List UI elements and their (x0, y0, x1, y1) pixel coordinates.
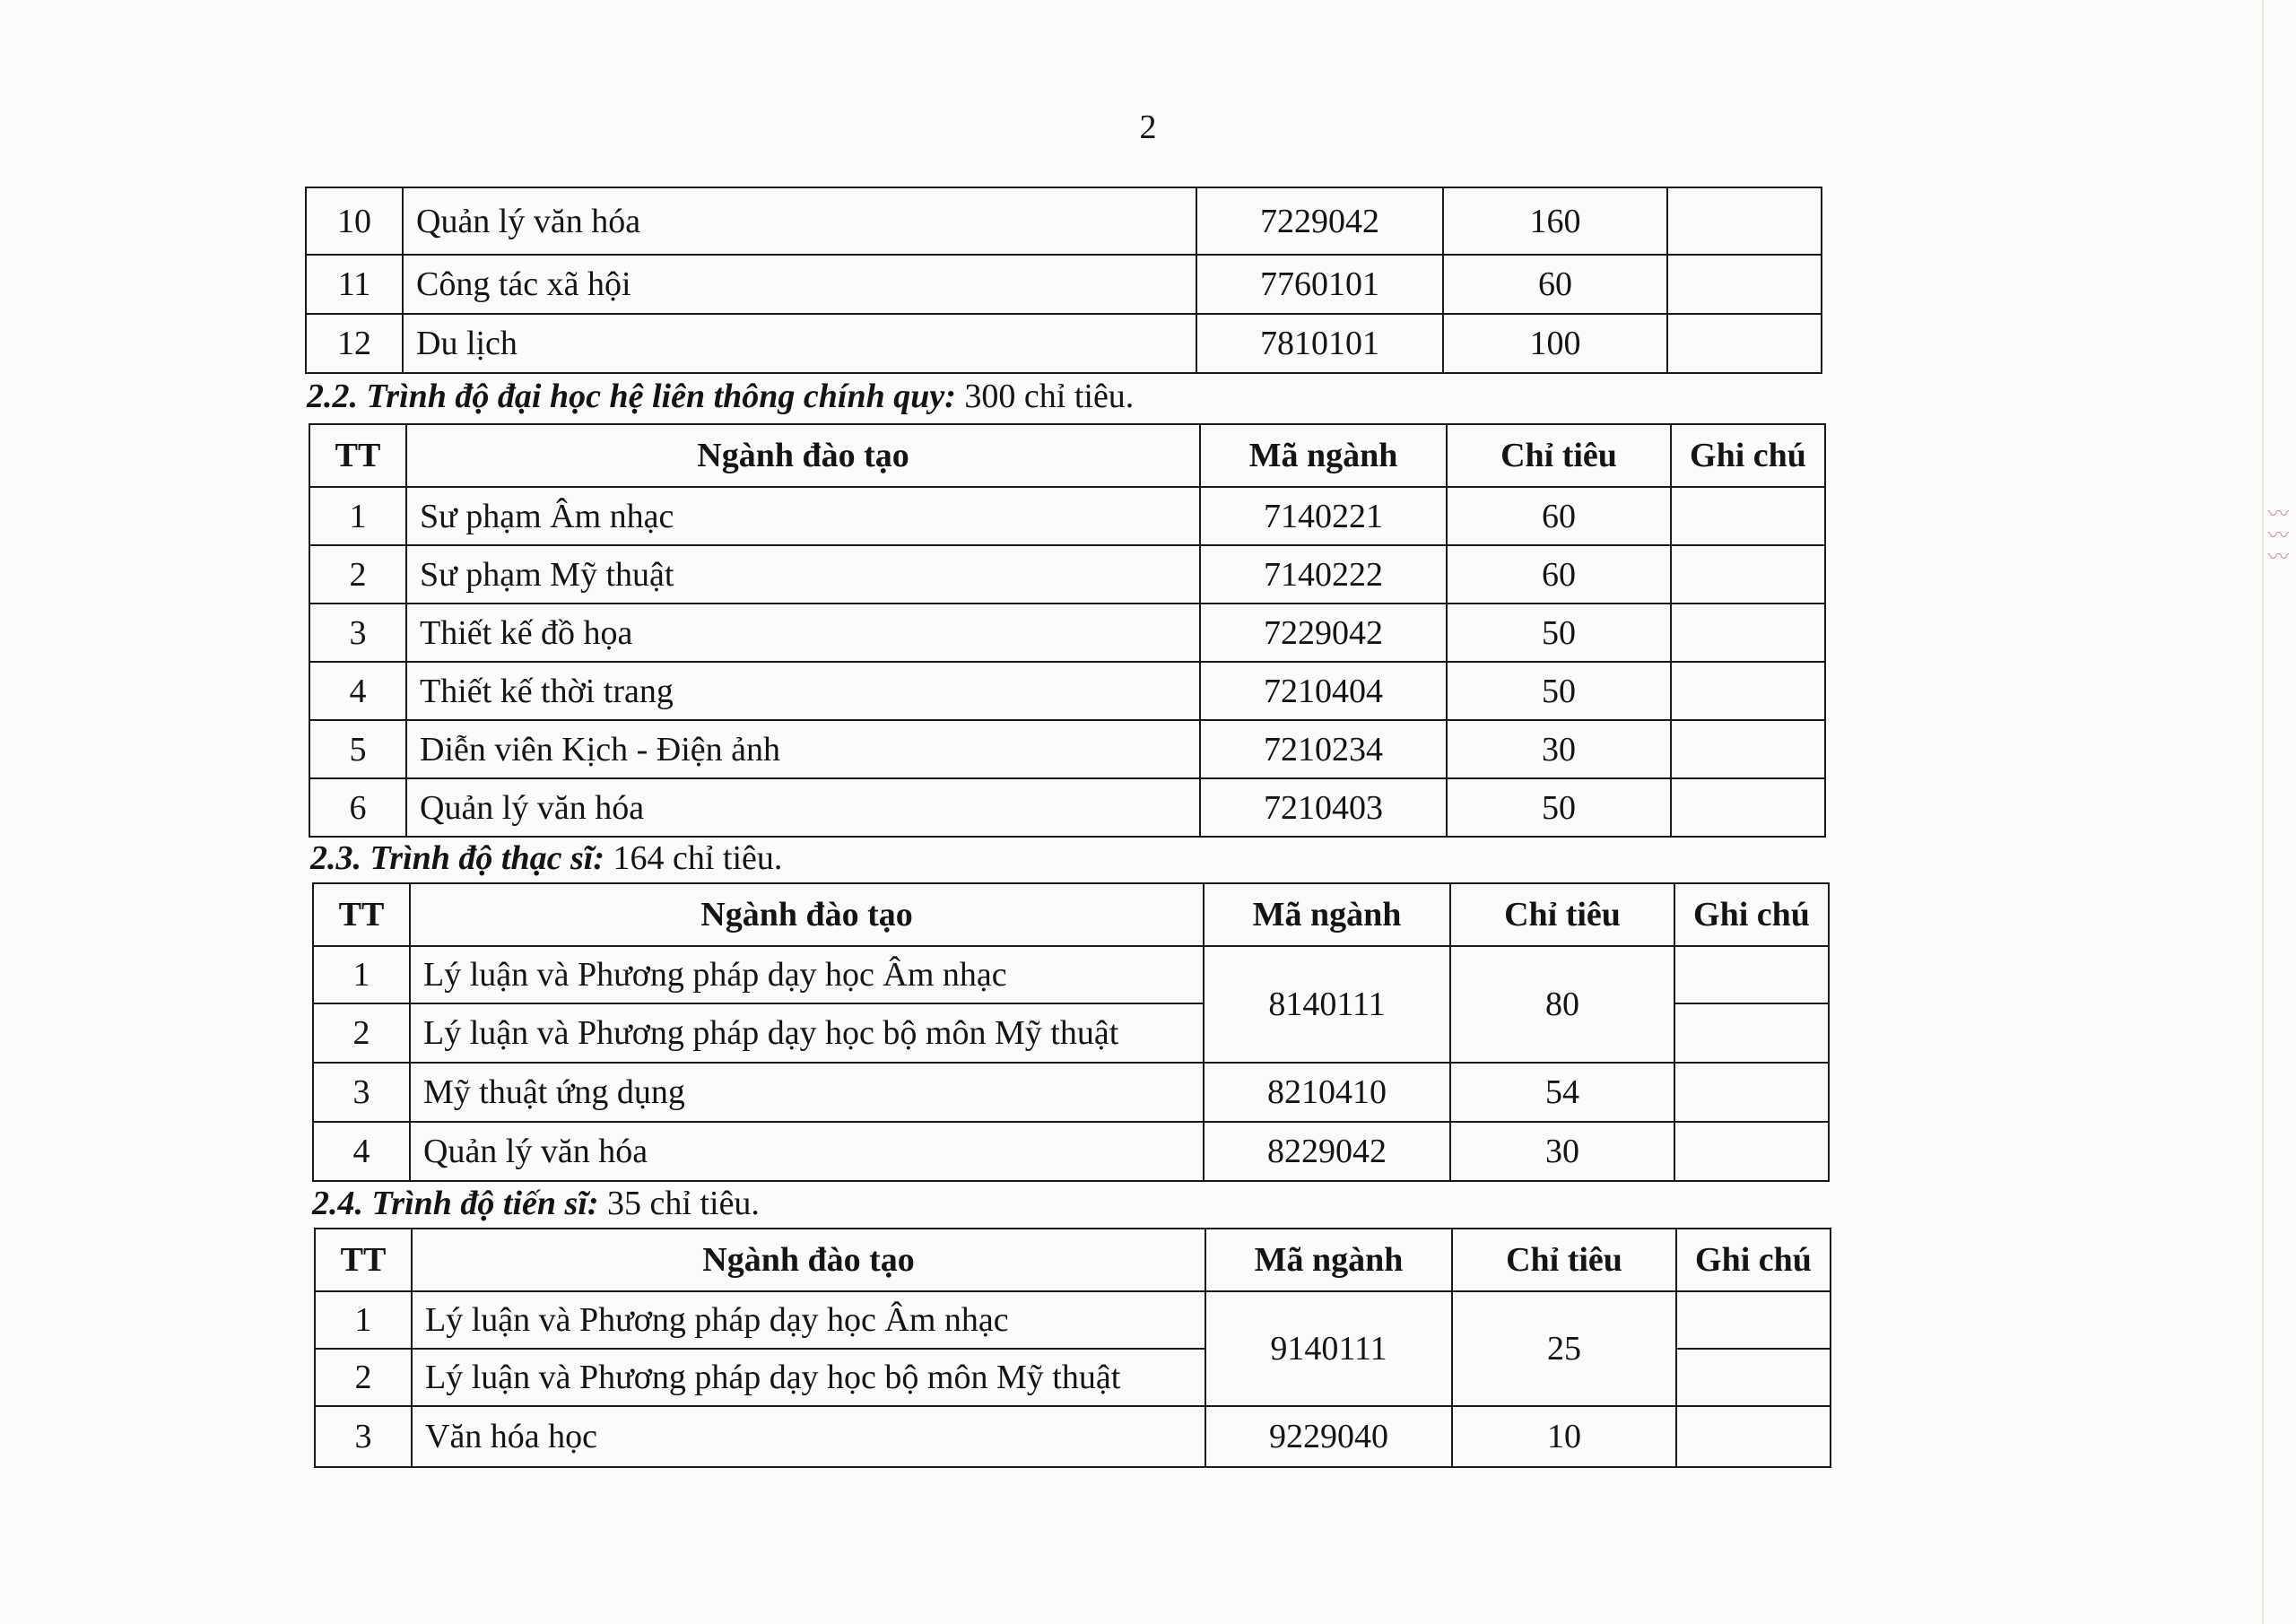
header-tt: TT (313, 883, 410, 946)
row-note (1671, 604, 1825, 662)
row-tt: 4 (313, 1122, 410, 1181)
header-program-code: Mã ngành (1205, 1229, 1452, 1291)
header-program-name: Ngành đào tạo (410, 883, 1204, 946)
section-2-3-caption (310, 838, 782, 878)
row-note (1667, 187, 1822, 255)
row-quota: 60 (1443, 255, 1667, 314)
section-2-3-heading: 2.3. Trình độ thạc sĩ: (310, 839, 604, 877)
row-program-name: Công tác xã hội (403, 255, 1196, 314)
table-header-row (309, 424, 1825, 487)
row-tt: 12 (306, 314, 403, 373)
row-note (1667, 255, 1822, 314)
row-program-code: 9229040 (1205, 1406, 1452, 1467)
row-note (1671, 778, 1825, 837)
merged-quota: 80 (1450, 946, 1674, 1063)
row-program-code: 7229042 (1196, 187, 1443, 255)
header-program-name: Ngành đào tạo (406, 424, 1200, 487)
table-header-row (313, 883, 1829, 946)
table-row (309, 778, 1825, 837)
table-row (306, 187, 1822, 255)
table-row (309, 604, 1825, 662)
row-program-name: Lý luận và Phương pháp dạy học Âm nhạc (412, 1291, 1205, 1349)
row-tt: 2 (315, 1349, 412, 1406)
row-note (1671, 662, 1825, 720)
row-quota: 60 (1447, 487, 1671, 545)
row-quota: 54 (1450, 1063, 1674, 1122)
row-note (1674, 1122, 1829, 1181)
row-program-name: Thiết kế đồ họa (406, 604, 1200, 662)
row-note (1674, 946, 1829, 1003)
row-note (1676, 1349, 1831, 1406)
table-row (315, 1406, 1831, 1467)
table-2-2 (309, 423, 1826, 838)
section-2-4-heading: 2.4. Trình độ tiến sĩ: (312, 1185, 599, 1222)
row-note (1667, 314, 1822, 373)
table-2-4 (314, 1228, 1831, 1468)
header-note: Ghi chú (1671, 424, 1825, 487)
table-row (313, 1122, 1829, 1181)
stamp-mark: 〰〰〰 (2264, 502, 2287, 567)
header-program-code: Mã ngành (1204, 883, 1450, 946)
row-program-code: 7140221 (1200, 487, 1447, 545)
header-note: Ghi chú (1676, 1229, 1831, 1291)
table-2-3 (312, 882, 1830, 1182)
table-row (313, 946, 1829, 1003)
row-program-name: Sư phạm Âm nhạc (406, 487, 1200, 545)
row-program-name: Mỹ thuật ứng dụng (410, 1063, 1204, 1122)
row-quota: 100 (1443, 314, 1667, 373)
header-quota: Chỉ tiêu (1450, 883, 1674, 946)
row-tt: 1 (315, 1291, 412, 1349)
row-quota: 50 (1447, 662, 1671, 720)
table-row (309, 662, 1825, 720)
table-row (309, 545, 1825, 604)
row-quota: 10 (1452, 1406, 1676, 1467)
header-program-code: Mã ngành (1200, 424, 1447, 487)
row-program-code: 8229042 (1204, 1122, 1450, 1181)
header-note: Ghi chú (1674, 883, 1829, 946)
merged-quota: 25 (1452, 1291, 1676, 1406)
row-note (1671, 487, 1825, 545)
section-2-2-heading: 2.2. Trình độ đại học hệ liên thông chính quy: (307, 378, 956, 415)
header-tt: TT (315, 1229, 412, 1291)
section-2-3-quota-text: 164 chỉ tiêu. (604, 839, 783, 877)
table-row (309, 720, 1825, 778)
section-2-4-quota-text: 35 chỉ tiêu. (598, 1185, 760, 1222)
row-program-name: Lý luận và Phương pháp dạy học bộ môn Mỹ thuật (412, 1349, 1205, 1406)
row-program-code: 7810101 (1196, 314, 1443, 373)
row-tt: 2 (309, 545, 406, 604)
row-program-name: Diễn viên Kịch - Điện ảnh (406, 720, 1200, 778)
table-continued (305, 187, 1822, 374)
row-program-code: 7140222 (1200, 545, 1447, 604)
section-2-4-caption (312, 1184, 760, 1223)
merged-program-code: 9140111 (1205, 1291, 1452, 1406)
header-quota: Chỉ tiêu (1447, 424, 1671, 487)
row-tt: 11 (306, 255, 403, 314)
row-quota: 30 (1447, 720, 1671, 778)
table-row (313, 1063, 1829, 1122)
row-program-name: Du lịch (403, 314, 1196, 373)
table-row (309, 487, 1825, 545)
row-quota: 50 (1447, 604, 1671, 662)
row-note (1674, 1003, 1829, 1063)
table-header-row (315, 1229, 1831, 1291)
row-tt: 2 (313, 1003, 410, 1063)
row-program-code: 7760101 (1196, 255, 1443, 314)
row-quota: 160 (1443, 187, 1667, 255)
row-program-name: Thiết kế thời trang (406, 662, 1200, 720)
row-tt: 10 (306, 187, 403, 255)
row-program-code: 7210403 (1200, 778, 1447, 837)
row-tt: 1 (309, 487, 406, 545)
row-program-name: Lý luận và Phương pháp dạy học bộ môn Mỹ thuật (410, 1003, 1204, 1063)
row-note (1676, 1291, 1831, 1349)
row-note (1671, 545, 1825, 604)
row-program-code: 8210410 (1204, 1063, 1450, 1122)
row-note (1676, 1406, 1831, 1467)
row-program-name: Quản lý văn hóa (403, 187, 1196, 255)
row-quota: 50 (1447, 778, 1671, 837)
merged-program-code: 8140111 (1204, 946, 1450, 1063)
row-program-code: 7210404 (1200, 662, 1447, 720)
row-note (1671, 720, 1825, 778)
row-note (1674, 1063, 1829, 1122)
section-2-2-quota-text: 300 chỉ tiêu. (955, 378, 1135, 415)
row-tt: 3 (315, 1406, 412, 1467)
table-row (306, 314, 1822, 373)
table-row (315, 1291, 1831, 1349)
row-tt: 6 (309, 778, 406, 837)
row-program-name: Lý luận và Phương pháp dạy học Âm nhạc (410, 946, 1204, 1003)
row-program-name: Quản lý văn hóa (406, 778, 1200, 837)
row-tt: 1 (313, 946, 410, 1003)
row-quota: 30 (1450, 1122, 1674, 1181)
row-tt: 3 (309, 604, 406, 662)
section-2-2-caption (307, 377, 1134, 416)
row-tt: 4 (309, 662, 406, 720)
row-program-code: 7229042 (1200, 604, 1447, 662)
row-program-name: Quản lý văn hóa (410, 1122, 1204, 1181)
row-program-code: 7210234 (1200, 720, 1447, 778)
header-tt: TT (309, 424, 406, 487)
scan-fold-line (2262, 0, 2264, 1624)
row-tt: 5 (309, 720, 406, 778)
row-program-name: Sư phạm Mỹ thuật (406, 545, 1200, 604)
row-tt: 3 (313, 1063, 410, 1122)
table-row (306, 255, 1822, 314)
row-program-name: Văn hóa học (412, 1406, 1205, 1467)
row-quota: 60 (1447, 545, 1671, 604)
header-quota: Chỉ tiêu (1452, 1229, 1676, 1291)
page-number: 2 (1139, 109, 1157, 146)
header-program-name: Ngành đào tạo (412, 1229, 1205, 1291)
